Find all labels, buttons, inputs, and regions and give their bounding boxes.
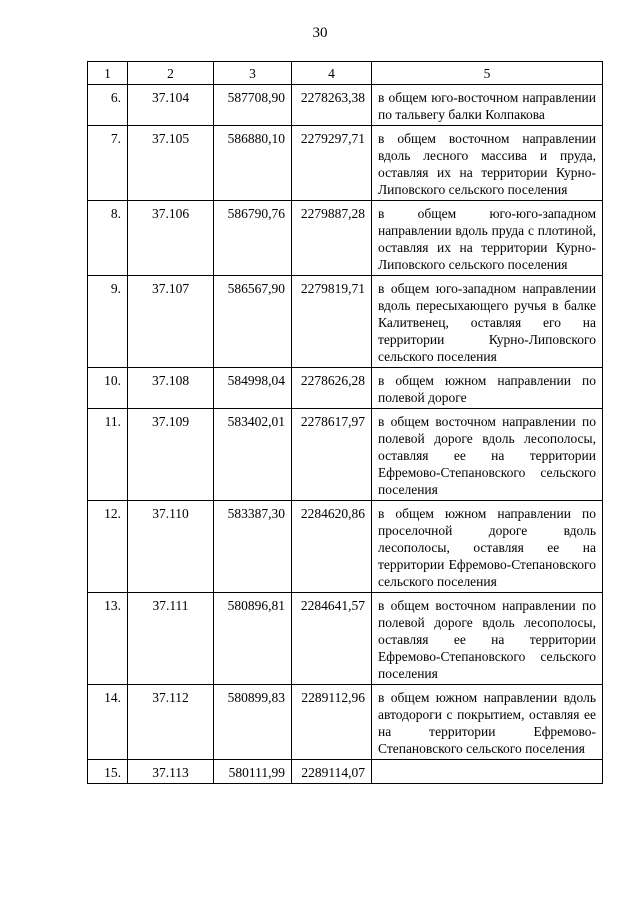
boundary-description: в общем юго-западном направлении вдоль пересыхающего ручья в балке Калитвенец, оставляя его на территории Курно-Липовского сельского поселения [372,276,603,368]
row-number: 10. [88,368,128,409]
x-coordinate: 587708,90 [214,85,292,126]
boundary-description: в общем южном направлении по проселочной дороге вдоль лесополосы, оставляя ее на территории Ефремово-Степановского сельского поселения [372,501,603,593]
y-coordinate: 2289112,96 [292,685,372,760]
page-number: 30 [312,25,328,41]
y-coordinate: 2289114,07 [292,760,372,784]
table-row [88,593,603,685]
boundary-table [87,61,603,784]
point-code: 37.105 [128,126,214,201]
x-coordinate: 580111,99 [214,760,292,784]
point-code: 37.109 [128,409,214,501]
y-coordinate: 2278617,97 [292,409,372,501]
table-row [88,409,603,501]
boundary-description: в общем восточном направлении вдоль лесного массива и пруда, оставляя их на территории Курно-Липовского сельского поселения [372,126,603,201]
x-coordinate: 580896,81 [214,593,292,685]
table-row [88,760,603,784]
point-code: 37.112 [128,685,214,760]
row-number: 7. [88,126,128,201]
x-coordinate: 586567,90 [214,276,292,368]
column-header: 2 [128,62,214,85]
point-code: 37.104 [128,85,214,126]
point-code: 37.107 [128,276,214,368]
table-row [88,85,603,126]
row-number: 6. [88,85,128,126]
table-row [88,368,603,409]
point-code: 37.111 [128,593,214,685]
row-number: 12. [88,501,128,593]
x-coordinate: 584998,04 [214,368,292,409]
table-row [88,126,603,201]
column-header: 5 [372,62,603,85]
table-body [88,85,603,784]
x-coordinate: 580899,83 [214,685,292,760]
y-coordinate: 2278263,38 [292,85,372,126]
table-header-row [88,62,603,85]
boundary-description [372,760,603,784]
y-coordinate: 2278626,28 [292,368,372,409]
y-coordinate: 2279819,71 [292,276,372,368]
table-row [88,201,603,276]
boundary-description: в общем восточном направлении по полевой дороге вдоль лесополосы, оставляя ее на территории Ефремово-Степановского сельского поселения [372,409,603,501]
point-code: 37.113 [128,760,214,784]
y-coordinate: 2284620,86 [292,501,372,593]
row-number: 15. [88,760,128,784]
boundary-description: в общем восточном направлении по полевой дороге вдоль лесополосы, оставляя ее на территории Ефремово-Степановского сельского поселения [372,593,603,685]
column-header: 1 [88,62,128,85]
row-number: 8. [88,201,128,276]
row-number: 13. [88,593,128,685]
boundary-description: в общем южном направлении по полевой дороге [372,368,603,409]
table-row [88,276,603,368]
table-row [88,501,603,593]
column-header: 3 [214,62,292,85]
x-coordinate: 586880,10 [214,126,292,201]
boundary-description: в общем юго-юго-западном направлении вдоль пруда с плотиной, оставляя их на территории Курно-Липовского сельского поселения [372,201,603,276]
y-coordinate: 2284641,57 [292,593,372,685]
x-coordinate: 583402,01 [214,409,292,501]
boundary-description: в общем южном направлении вдоль автодороги с покрытием, оставляя ее на территории Ефремово-Степановского сельского поселения [372,685,603,760]
row-number: 9. [88,276,128,368]
x-coordinate: 586790,76 [214,201,292,276]
y-coordinate: 2279297,71 [292,126,372,201]
column-header: 4 [292,62,372,85]
table-row [88,685,603,760]
point-code: 37.108 [128,368,214,409]
point-code: 37.110 [128,501,214,593]
boundary-description: в общем юго-восточном направлении по тальвегу балки Колпакова [372,85,603,126]
row-number: 14. [88,685,128,760]
x-coordinate: 583387,30 [214,501,292,593]
y-coordinate: 2279887,28 [292,201,372,276]
row-number: 11. [88,409,128,501]
point-code: 37.106 [128,201,214,276]
